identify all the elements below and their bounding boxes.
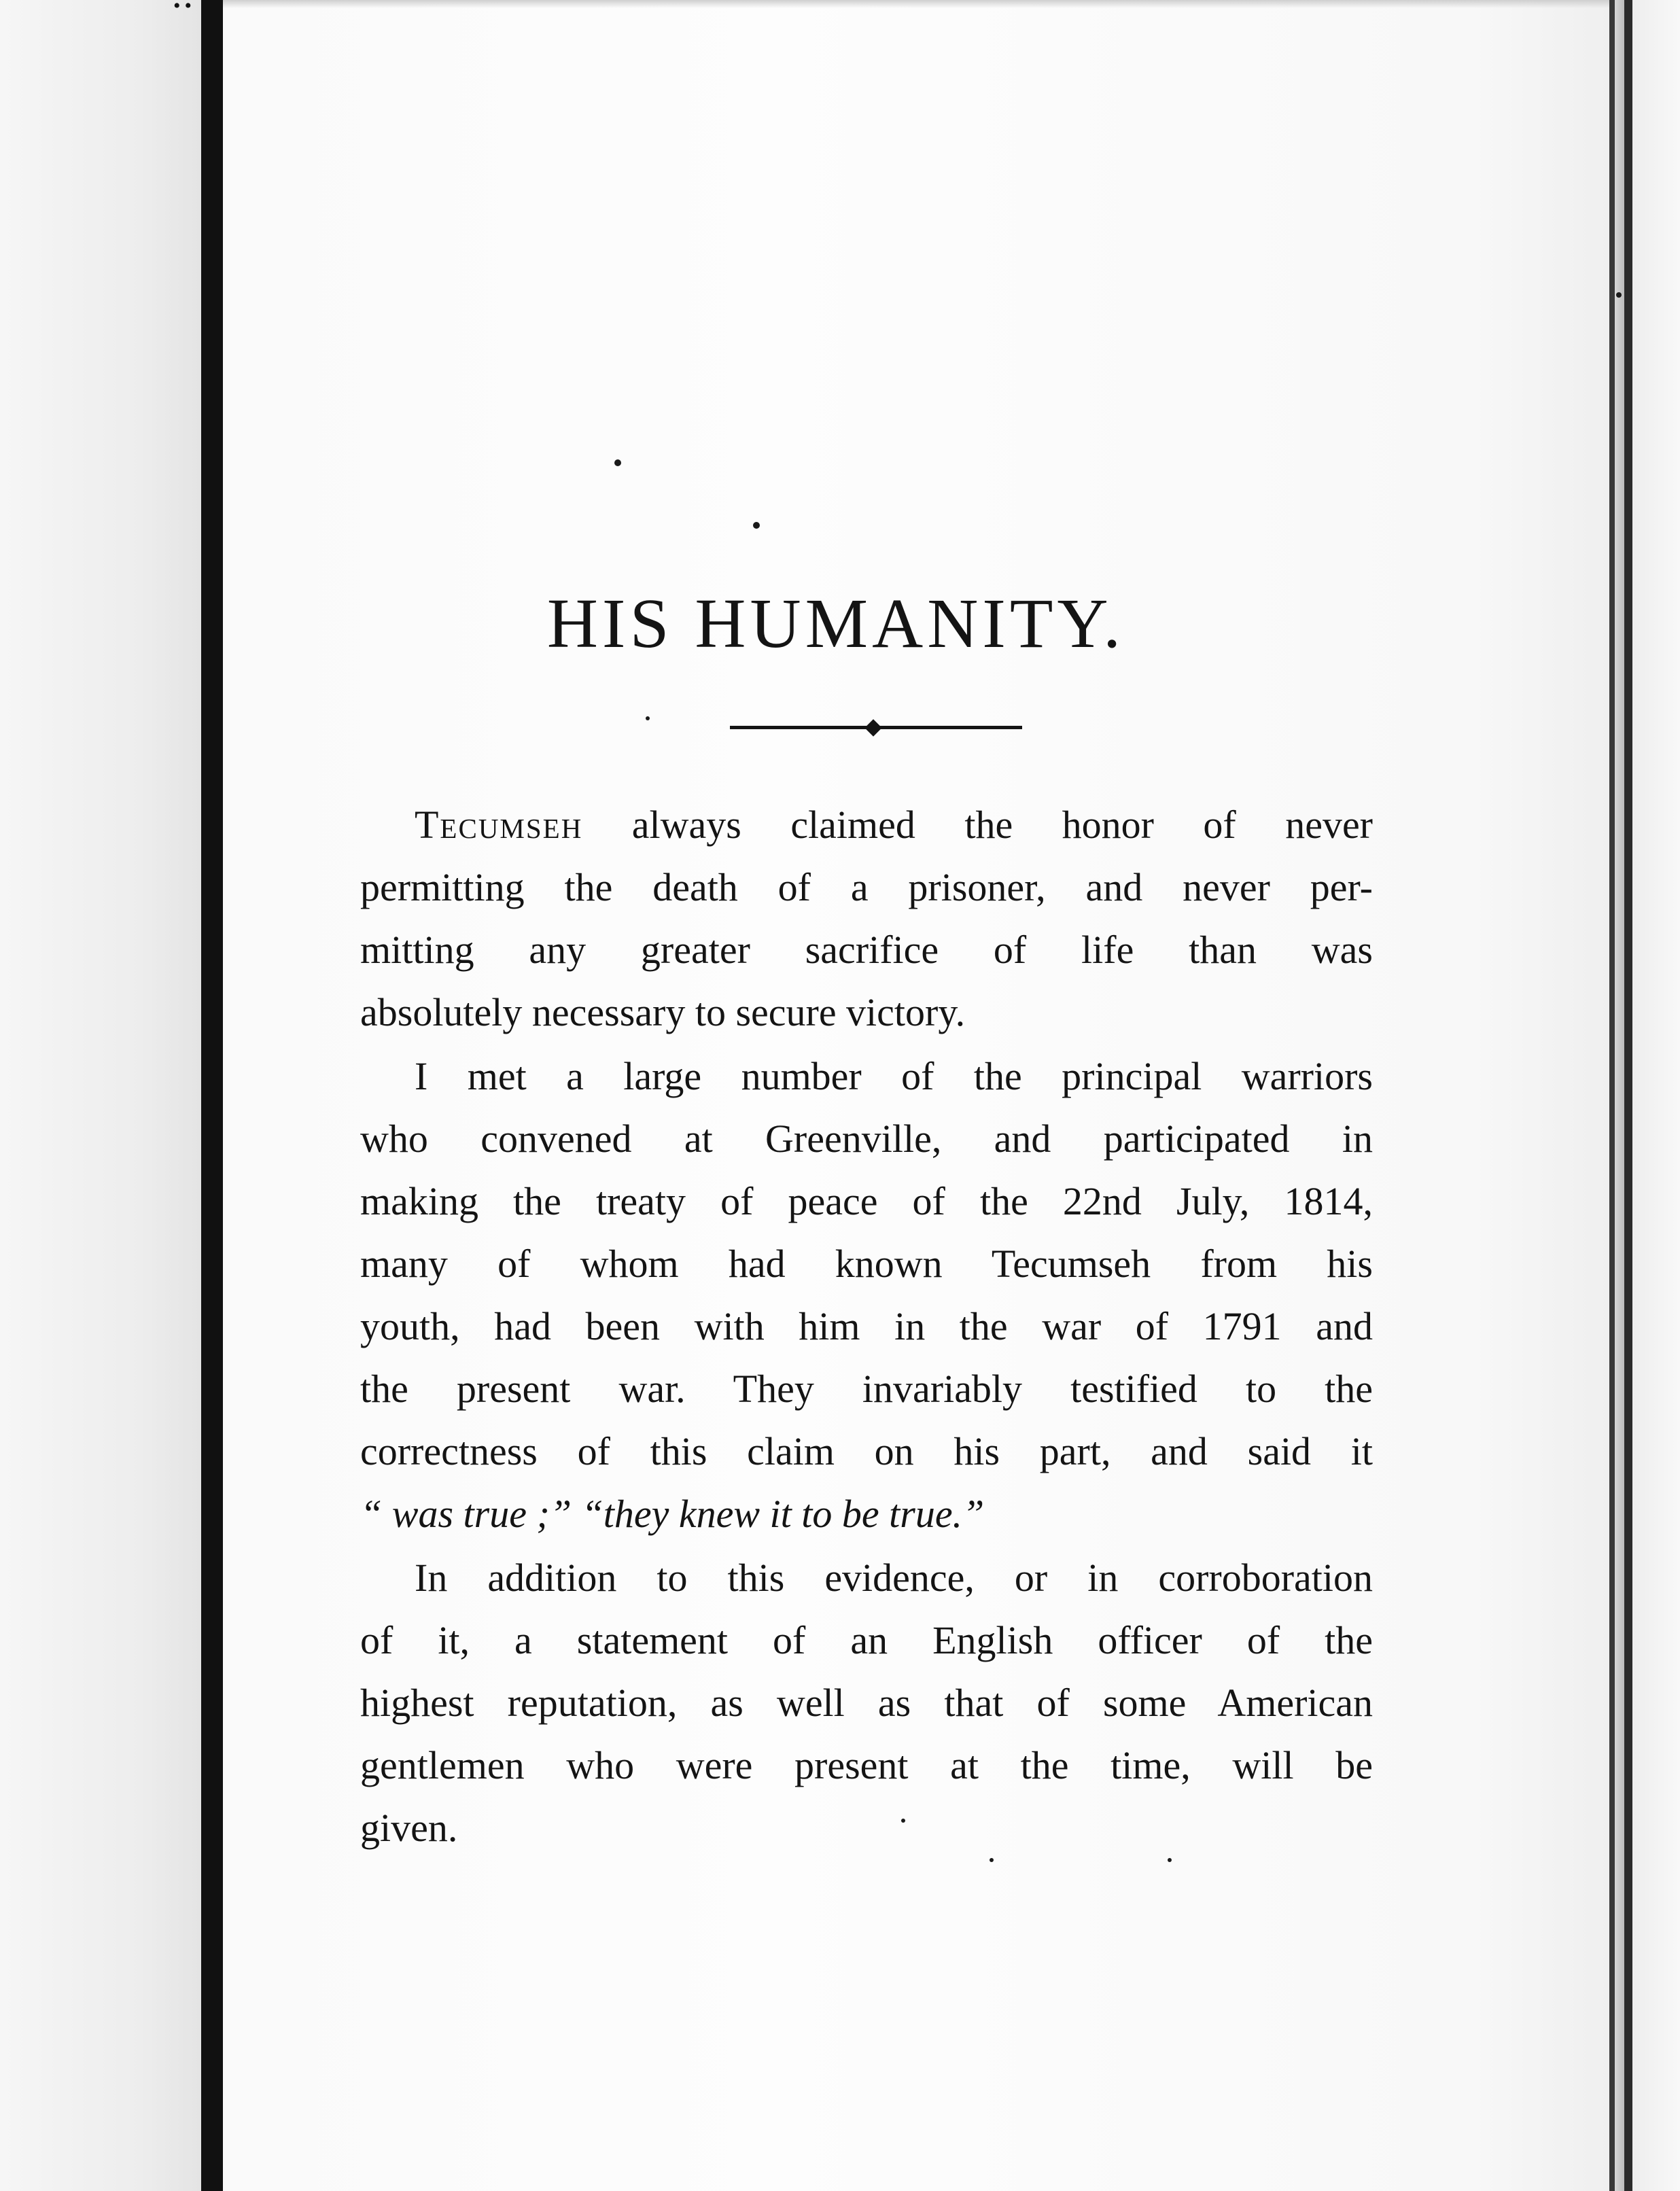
text-line: gentlemen who were present at the time, will be: [360, 1743, 1373, 1787]
spine-marks: ••: [173, 0, 196, 17]
chapter-title: HIS HUMANITY.: [546, 584, 1125, 663]
text-line: absolutely necessary to secure victory.: [360, 990, 966, 1034]
page-edge-inner: [1615, 0, 1624, 2191]
paragraph-2: [360, 1045, 1373, 1545]
ink-speck: [614, 459, 621, 466]
text-line: I met a large number of the principal warriors: [415, 1054, 1373, 1098]
text-line: the present war. They invariably testified to the: [360, 1367, 1373, 1411]
text-line: who convened at Greenville, and participated in: [360, 1117, 1373, 1161]
text-line: youth, had been with him in the war of 1791 and: [360, 1304, 1373, 1348]
quoted-line: [360, 1483, 1373, 1545]
paragraph-1: [360, 794, 1373, 1044]
text-line: permitting the death of a prisoner, and never per-: [360, 865, 1373, 909]
text-line: correctness of this claim on his part, and said it: [360, 1429, 1373, 1473]
text-line: Tecumseh always claimed the honor of never: [415, 803, 1373, 847]
text-line: given.: [360, 1806, 458, 1850]
text-line: of it, a statement of an English officer of the: [360, 1618, 1373, 1662]
quote: “ was true ;” “they knew it to be true.”: [360, 1492, 985, 1536]
page-edge: [1609, 0, 1615, 2191]
text-line: In addition to this evidence, or in corroboration: [415, 1556, 1373, 1600]
ink-speck: [753, 522, 760, 529]
page-edge-outer: [1624, 0, 1632, 2191]
lead-word: Tecumseh: [415, 803, 583, 847]
text-line: many of whom had known Tecumseh from his: [360, 1242, 1373, 1286]
text-line: highest reputation, as well as that of some American: [360, 1681, 1373, 1725]
page-top-shadow: [223, 0, 1609, 8]
right-margin: [1632, 0, 1680, 2191]
left-page-margin: [0, 0, 201, 2191]
text-line: mitting any greater sacrifice of life than was: [360, 928, 1373, 972]
body-text: [360, 794, 1373, 1861]
paragraph-3: [360, 1547, 1373, 1859]
text-line: making the treaty of peace of the 22nd July, 1814,: [360, 1179, 1373, 1223]
ink-speck: [646, 716, 650, 720]
ink-speck: [1616, 292, 1622, 298]
book-spine: [201, 0, 223, 2191]
